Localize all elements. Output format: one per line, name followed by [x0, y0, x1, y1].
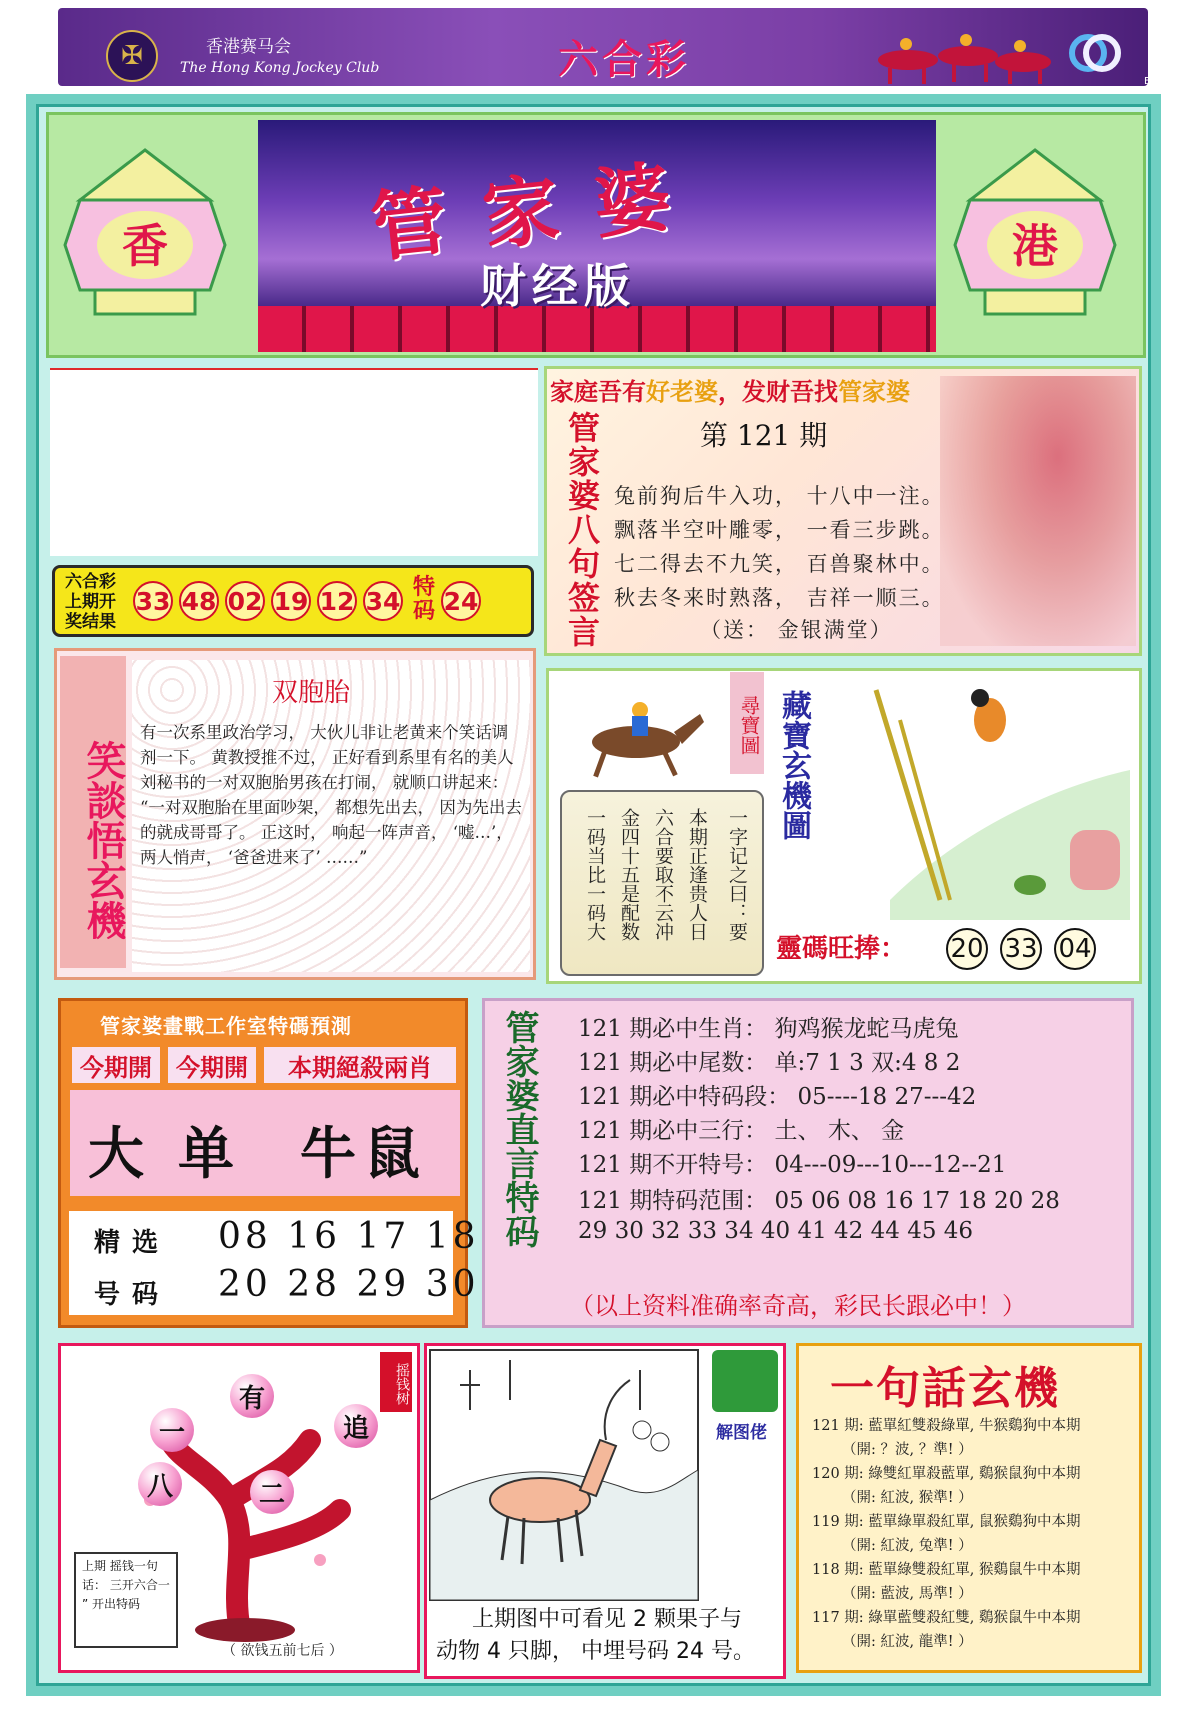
scroll-column: 一字记之曰：要	[726, 808, 748, 941]
one-line-hint: 121 期: 藍單紅雙殺綠單, 牛猴鷄狗中本期	[812, 1418, 1081, 1434]
banner-title: 管家婆	[366, 148, 711, 273]
prediction-line: 121 期必中三行： 土、 木、 金	[578, 1118, 905, 1144]
picked-label: 精选	[94, 1228, 171, 1258]
poem-header-part: 好老婆	[646, 378, 718, 406]
one-line-hint: 120 期: 綠雙紅單殺藍單, 鷄猴鼠狗中本期	[812, 1466, 1081, 1482]
tree-ball: 二	[250, 1470, 294, 1514]
picked-label: 号码	[94, 1280, 171, 1310]
bird-on-reed-illustration	[830, 680, 1136, 920]
lantern-right-char: 港	[1012, 219, 1058, 273]
tree-ball: 一	[150, 1408, 194, 1452]
picked-numbers-row: 20 28 29 30	[218, 1264, 480, 1305]
lucky-number-ball: 04	[1054, 928, 1096, 970]
mark-six-title[interactable]: 六合彩	[558, 37, 690, 83]
one-line-hint: （開: 紅波, 猴準! ）	[842, 1490, 973, 1506]
hkjc-logo-icon[interactable]: ✠	[106, 30, 158, 82]
racehorse-icon	[566, 692, 706, 784]
joke-title: 双胞胎	[272, 678, 351, 708]
money-tree-tag: 摇钱树	[380, 1352, 412, 1412]
joke-text: 有一次系里政治学习， 大伙儿非让老黄来个笑话调剂一下。 黄教授推不过， 正好看到系里有名的美人刘秘书的一对双胞胎男孩在打闹， 就顺口讲起来： “一对双胞胎在里面吵架， 都想先出去， 因为先出去的就成哥哥了。 正这时， 响起一阵声音， ‘嘘…’， 两人悄声， ‘爸爸进来了’ ……”	[140, 723, 522, 867]
one-line-hint: （開: 紅波, 兔準! ）	[842, 1538, 973, 1554]
one-line-hint: （開: 紅波, 龍準! ）	[842, 1634, 973, 1650]
poem-line: （送： 金银满堂）	[700, 618, 893, 642]
scroll-column: 金四十五是配数	[618, 808, 640, 941]
one-line-hint: （開: 藍波, 馬準! ）	[842, 1586, 973, 1602]
result-ball: 48	[179, 581, 219, 621]
poem-line: 秋去冬来时熟落， 吉祥一顺三。	[614, 586, 945, 610]
treasure-map-tag: 尋寶圖	[730, 672, 764, 774]
results-label-line: 六合彩	[65, 572, 116, 592]
tree-ball: 有	[230, 1374, 274, 1418]
workshop-title: 管家婆畫戰工作室特碼預測	[100, 1014, 352, 1038]
prediction-line: 29 30 32 33 34 40 41 42 44 45 46	[578, 1218, 974, 1244]
banner-subtitle: 财经版	[480, 259, 636, 313]
workshop-big-text: 大	[88, 1122, 152, 1187]
lucky-number-ball: 33	[1000, 928, 1042, 970]
result-ball: 12	[317, 581, 357, 621]
poem-issue-number: 第 121 期	[700, 419, 828, 452]
club-name-zh: 香港赛马会	[206, 37, 291, 57]
lucky-number-ball: 20	[946, 928, 988, 970]
puzzle-footer: 动物 4 只脚， 中埋号码 24 号。	[436, 1639, 755, 1664]
results-label-line: 上期开	[65, 592, 116, 612]
predictions-side-title: 管家婆直言特码	[499, 1010, 539, 1248]
joke-side-title: 笑談悟玄機	[60, 656, 126, 968]
one-line-hint-title: 一句話玄機	[830, 1363, 1060, 1414]
one-line-hint: （開: ？波, ？準! ）	[842, 1442, 973, 1458]
scroll-column: 一码当比一码大	[584, 808, 606, 941]
one-line-hint: 119 期: 藍單綠單殺紅單, 鼠猴鷄狗中本期	[812, 1514, 1081, 1530]
treasure-title: 藏寶玄機圖	[776, 690, 811, 840]
prediction-line: 121 期不开特号： 04---09---10---12--21	[578, 1152, 1007, 1178]
result-ball: 33	[133, 581, 173, 621]
poem-line: 飘落半空叶雕零， 一看三步跳。	[614, 518, 945, 542]
scroll-column: 六合要取不云冲	[652, 808, 674, 941]
blank-panel	[50, 368, 538, 556]
puzzle-solver-tag: 解图佬	[716, 1423, 767, 1443]
tree-ball: 追	[334, 1404, 378, 1448]
poem-header-part: 家庭吾有	[550, 378, 646, 406]
scroll-column: 本期正逢贵人日	[686, 808, 708, 941]
lantern-left-icon	[60, 140, 230, 340]
puzzle-footer: 上期图中可看见 2 颗果子与	[472, 1607, 742, 1632]
special-number-label: 特码	[412, 575, 435, 624]
tree-footer: （ 欲钱五前七后 ）	[222, 1643, 343, 1659]
top-header-bar	[58, 8, 1202, 87]
poem-line: 兔前狗后牛入功， 十八中一注。	[614, 484, 945, 508]
last-results-bar	[52, 565, 534, 637]
mark-six-logo-icon[interactable]	[1068, 30, 1122, 76]
results-label	[65, 572, 131, 632]
result-ball: 19	[271, 581, 311, 621]
lantern-right-icon	[950, 140, 1120, 340]
workshop-big-text: 单	[178, 1122, 242, 1187]
tree-hint-note: 上期 摇钱一句话： 三开六合一 ” 开出特码	[74, 1552, 178, 1648]
racing-horses-icon	[858, 20, 1068, 90]
poem-header	[550, 372, 910, 407]
club-name-en: The Hong Kong Jockey Club	[180, 60, 380, 76]
prediction-line: 121 期必中尾数： 单:7 1 3 双:4 8 2	[578, 1050, 961, 1076]
poem-line: 七二得去不九笑， 百兽聚林中。	[614, 552, 945, 576]
result-ball: 02	[225, 581, 265, 621]
puzzle-solver-icon	[712, 1350, 778, 1412]
poem-header-part: ，发财吾找	[718, 378, 838, 406]
prediction-line: 121 期必中生肖： 狗鸡猴龙蛇马虎兔	[578, 1016, 959, 1042]
lantern-left-char: 香	[122, 219, 168, 273]
poem-side-title: 管家婆八句签言	[563, 411, 601, 649]
workshop-head: 今期開	[70, 1045, 162, 1085]
special-number-ball: 24	[441, 581, 481, 621]
prediction-line: 121 期必中特码段： 05----18 27---42	[578, 1084, 977, 1110]
poem-header-part: 管家婆	[838, 378, 910, 406]
poem-bride-image	[940, 376, 1136, 646]
english-link[interactable]: ENGLISH	[1144, 76, 1202, 87]
deer-in-snow-illustration	[430, 1350, 698, 1600]
picked-numbers-row: 08 16 17 18	[218, 1216, 480, 1257]
workshop-big-text: 牛鼠	[300, 1122, 428, 1187]
one-line-hint: 118 期: 藍單綠雙殺紅單, 猴鷄鼠牛中本期	[812, 1562, 1081, 1578]
workshop-head: 本期絕殺兩肖	[262, 1045, 458, 1085]
one-line-hint: 117 期: 綠單藍雙殺紅雙, 鷄猴鼠牛中本期	[812, 1610, 1081, 1626]
results-label-line: 奖结果	[65, 612, 116, 632]
tree-ball: 八	[138, 1462, 182, 1506]
prediction-line: 121 期特码范围： 05 06 08 16 17 18 20 28	[578, 1188, 1060, 1214]
lucky-numbers-label: 靈碼旺捧：	[776, 934, 907, 964]
workshop-head: 今期開	[166, 1045, 258, 1085]
result-ball: 34	[363, 581, 403, 621]
predictions-footer: （以上资料准确率奇高，彩民长跟必中！）	[570, 1292, 1026, 1320]
